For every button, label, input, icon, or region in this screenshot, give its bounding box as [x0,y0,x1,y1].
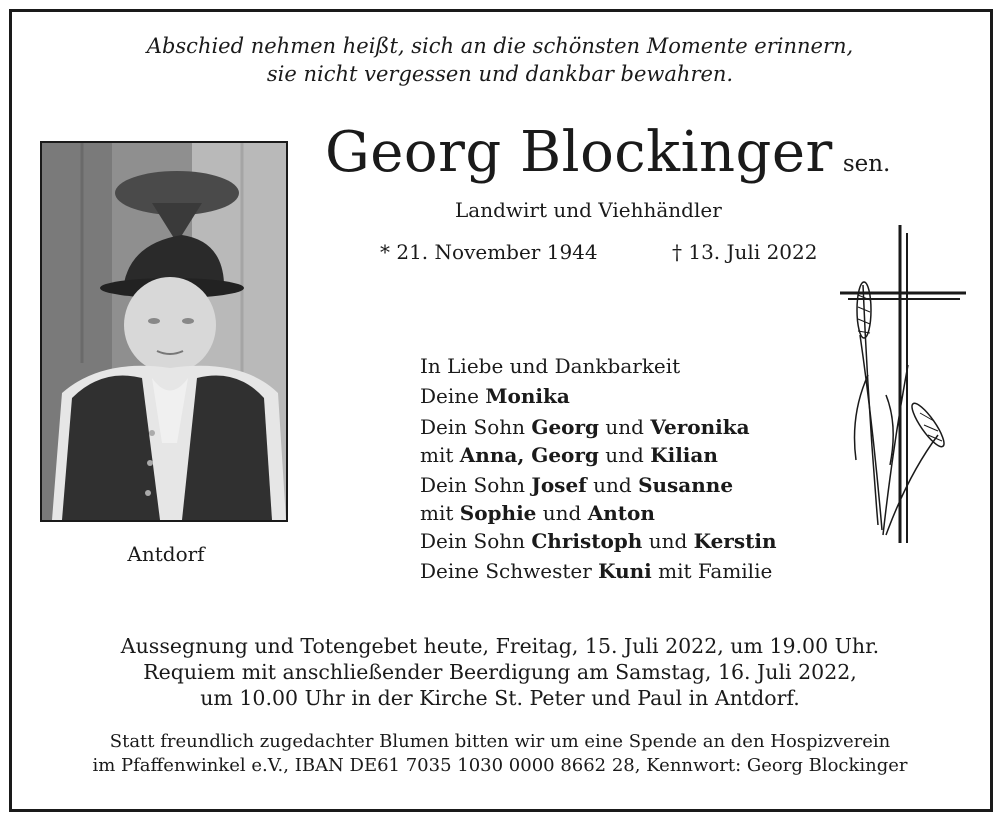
name-suffix: sen. [842,151,891,177]
cross-with-wheat-icon [838,225,968,545]
mourner-wife [420,382,860,412]
mourner-name: Monika [485,383,570,408]
mourner-prefix: Dein Sohn [420,415,526,439]
profession: Landwirt und Viehhändler [455,198,722,222]
mourner-partner: Veronika [650,415,750,439]
conjunction: und [605,415,644,439]
conjunction: mit [420,501,454,525]
mourner-name: Christoph [531,529,643,553]
grandchildren: Anna, Georg [459,443,599,467]
mourners-list [420,352,860,586]
mourner-son-1 [420,413,860,469]
donation-line-1: Statt freundlich zugedachter Blumen bitten wir um eine Spende an den Hospizverein [109,731,891,752]
motto-line-2: sie nicht vergessen und dankbar bewahren. [266,62,734,86]
mourner-name: Josef [531,473,587,497]
service-details [0,633,1000,711]
motto-quote [0,32,1000,88]
mourner-son-2 [420,471,860,527]
deceased-name: Georg Blockinger [325,120,833,185]
mourner-prefix: Deine [420,383,479,408]
motto-line-1: Abschied nehmen heißt, sich an die schönsten Momente erinnern, [146,34,854,58]
death-date: † 13. Juli 2022 [672,240,818,264]
mourner-name: Kuni [598,558,652,583]
donation-note [0,730,1000,778]
deceased-name-heading [325,118,925,199]
conjunction: mit [420,443,454,467]
mourner-prefix: Dein Sohn [420,529,526,553]
conjunction: und [593,473,632,497]
service-line-3: um 10.00 Uhr in der Kirche St. Peter und Paul in Antdorf. [200,686,800,710]
grandchildren: Sophie [459,501,537,525]
mourner-son-3 [420,527,860,557]
conjunction: und [542,501,582,525]
mourner-suffix: mit Familie [658,558,773,583]
conjunction: und [648,529,688,553]
mourner-prefix: Dein Sohn [420,473,526,497]
service-line-1: Aussegnung und Totengebet heute, Freitag, 15. Juli 2022, um 19.00 Uhr. [120,634,880,658]
mourner-sister [420,557,860,587]
portrait-illustration [42,143,286,520]
service-line-2: Requiem mit anschließender Beerdigung am Samstag, 16. Juli 2022, [143,660,857,684]
donation-line-2: im Pfaffenwinkel e.V., IBAN DE61 7035 1030 0000 8662 28, Kennwort: Georg Blockinger [92,755,908,776]
mourners-intro: In Liebe und Dankbarkeit [420,354,681,378]
grandchild: Kilian [650,443,718,467]
mourner-name: Georg [531,415,600,439]
place-of-residence: Antdorf [127,542,205,566]
portrait-photo [40,141,288,522]
mourner-prefix: Deine Schwester [420,558,592,583]
mourner-partner: Kerstin [693,529,777,553]
conjunction: und [605,443,644,467]
mourner-partner: Susanne [638,473,734,497]
grandchild: Anton [587,501,655,525]
birth-date: * 21. November 1944 [380,240,598,264]
